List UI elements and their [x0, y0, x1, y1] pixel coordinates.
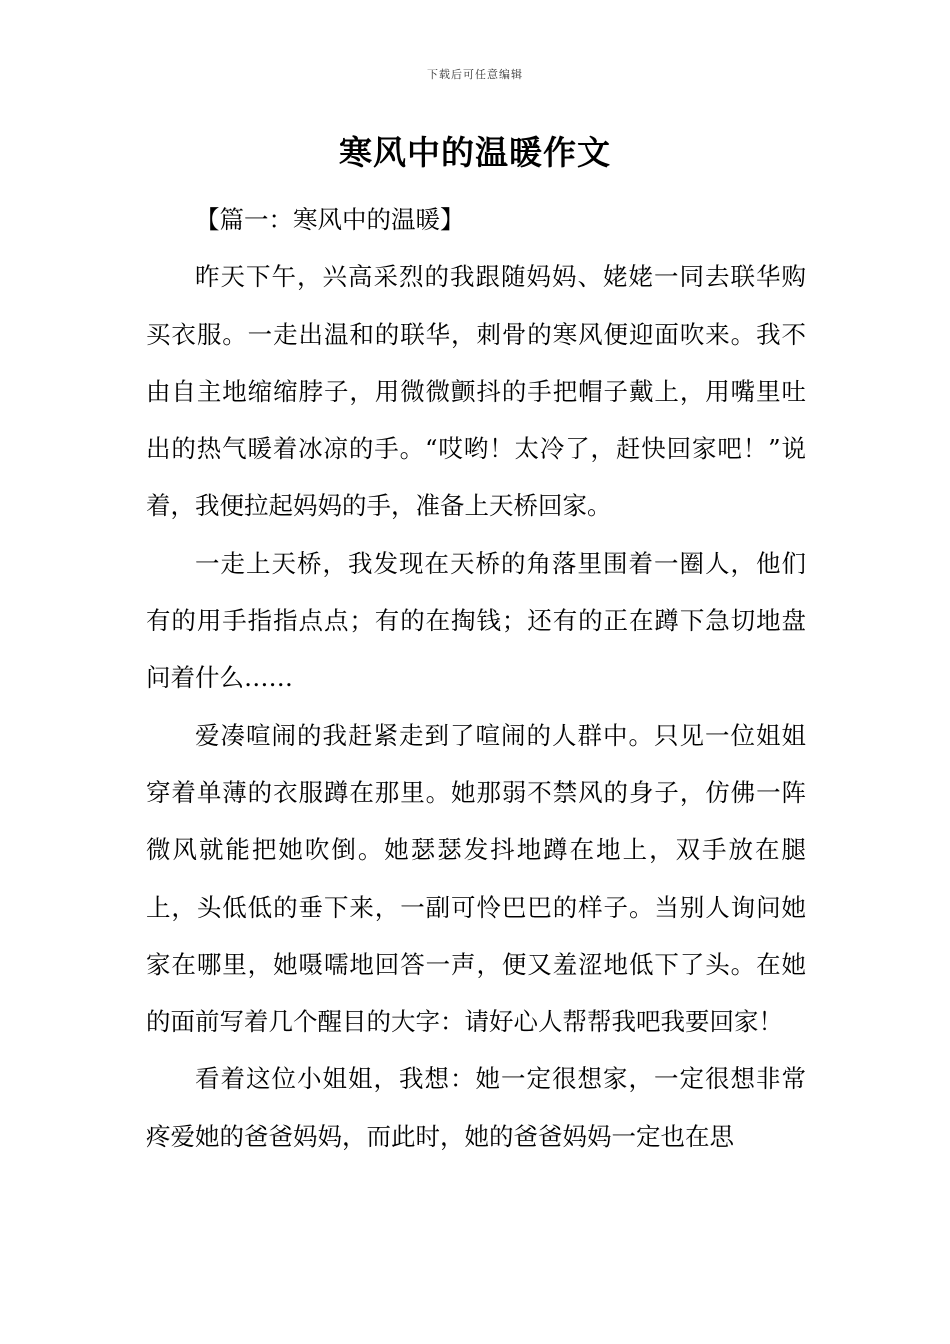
paragraph-4: 看着这位小姐姐，我想：她一定很想家，一定很想非常疼爱她的爸爸妈妈，而此时，她的爸爸妈妈一定也在思 — [146, 1064, 806, 1151]
section-heading: 【篇一：寒风中的温暖】 — [195, 205, 465, 234]
document-title: 寒风中的温暖作文 — [339, 133, 611, 172]
document-body — [146, 191, 806, 1165]
paragraph-3: 爱凑喧闹的我赶紧走到了喧闹的人群中。只见一位姐姐穿着单薄的衣服蹲在那里。她那弱不禁风的身子，仿佛一阵微风就能把她吹倒。她瑟瑟发抖地蹲在地上，双手放在腿上，头低低的垂下来，一副可怜巴巴的样子。当别人询问她家在哪里，她嗫嚅地回答一声，便又羞涩地低下了头。在她的面前写着几个醒目的大字：请好心人帮帮我吧我要回家！ — [146, 720, 806, 1037]
paragraph-2: 一走上天桥，我发现在天桥的角落里围着一圈人，他们有的用手指指点点；有的在掏钱；还有的正在蹲下急切地盘问着什么…… — [146, 548, 806, 693]
paragraph-1: 昨天下午，兴高采烈的我跟随妈妈、姥姥一同去联华购买衣服。一走出温和的联华，刺骨的寒风便迎面吹来。我不由自主地缩缩脖子，用微微颤抖的手把帽子戴上，用嘴里吐出的热气暖着冰凉的手。“哎哟！太冷了，赶快回家吧！”说着，我便拉起妈妈的手，准备上天桥回家。 — [146, 262, 806, 521]
header-note: 下载后可任意编辑 — [427, 68, 523, 81]
